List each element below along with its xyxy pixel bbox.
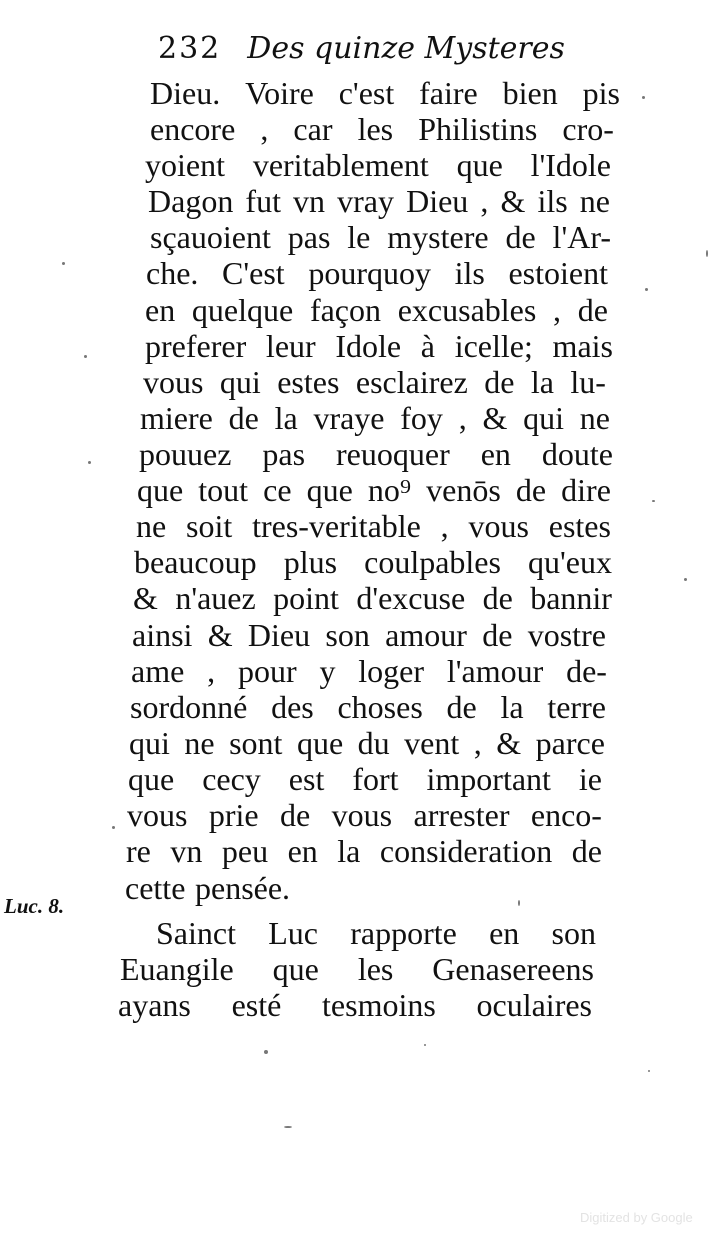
running-header	[158, 31, 565, 66]
text-line-7: en quelque façon excusables , de	[145, 292, 608, 328]
digitization-watermark: Digitized by Google	[580, 1210, 693, 1225]
paper-speck	[706, 250, 708, 257]
text-line-4: Dagon fut vn vray Dieu , & ils ne	[148, 183, 610, 219]
paper-speck	[642, 96, 645, 99]
paper-speck	[648, 1070, 650, 1072]
paper-speck	[645, 288, 648, 291]
paper-speck	[264, 1050, 268, 1054]
text-line-3: yoient veritablement que l'Idole	[145, 147, 611, 183]
text-line-15: & n'auez point d'excuse de bannir	[133, 580, 612, 616]
text-line-16: ainsi & Dieu son amour de vostre	[132, 617, 606, 653]
text-line-10: miere de la vraye foy , & qui ne	[140, 400, 610, 436]
text-line-2: encore , car les Philistins cro-	[150, 111, 614, 147]
text-line-5: sçauoient pas le mystere de l'Ar-	[150, 219, 611, 255]
text-line-11: pouuez pas reuoquer en doute	[139, 436, 613, 472]
paper-speck	[62, 262, 65, 265]
text-line-1: Dieu. Voire c'est faire bien pis	[150, 75, 620, 111]
paper-speck	[684, 578, 687, 581]
text-line-6: che. C'est pourquoy ils estoient	[146, 255, 608, 291]
text-line-17: ame , pour y loger l'amour de-	[131, 653, 607, 689]
text-line-14: beaucoup plus coulpables qu'eux	[134, 544, 612, 580]
text-line-25: Euangile que les Genasereens	[120, 951, 594, 987]
text-line-8: preferer leur Idole à icelle; mais	[145, 328, 613, 364]
margin-note-reference: Luc. 8.	[4, 894, 65, 918]
text-line-12: que tout ce que no⁹ venōs de dire	[137, 472, 611, 508]
text-line-18: sordonné des choses de la terre	[130, 689, 606, 725]
paper-speck	[112, 826, 115, 829]
paper-speck	[284, 1126, 292, 1128]
text-line-13: ne soit tres-veritable , vous estes	[136, 508, 611, 544]
page-number: 232	[158, 31, 222, 66]
text-line-9: vous qui estes esclairez de la lu-	[143, 364, 606, 400]
text-line-20: que cecy est fort important ie	[128, 761, 602, 797]
text-line-22: re vn peu en la consideration de	[126, 833, 602, 869]
paper-speck	[88, 461, 91, 464]
text-line-26: ayans esté tesmoins oculaires	[118, 987, 592, 1023]
text-line-24: Sainct Luc rapporte en son	[156, 915, 596, 951]
paper-speck	[84, 355, 87, 358]
paper-speck	[518, 900, 520, 906]
text-line-23: cette pensée.	[125, 870, 291, 906]
text-line-19: qui ne sont que du vent , & parce	[129, 725, 605, 761]
text-line-21: vous prie de vous arrester enco-	[127, 797, 602, 833]
paper-speck	[424, 1044, 426, 1046]
running-title: Des quinze Mysteres	[247, 31, 565, 66]
paper-speck	[652, 500, 655, 502]
